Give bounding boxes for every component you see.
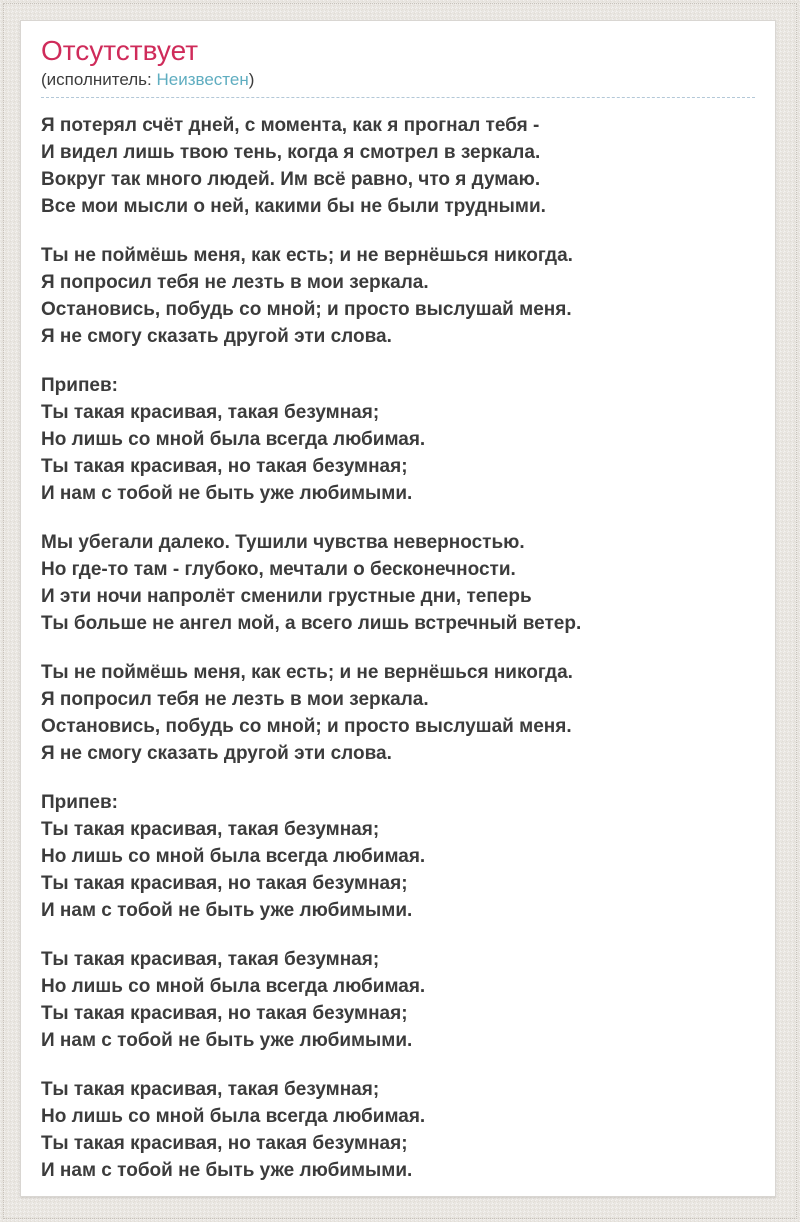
lyrics-line: Ты такая красивая, такая безумная;: [41, 402, 380, 423]
lyrics-line: Остановись, побудь со мной; и просто выслушай меня.: [41, 299, 572, 320]
lyrics-stanza: [41, 659, 755, 767]
lyrics-line: Ты такая красивая, такая безумная;: [41, 949, 380, 970]
lyrics-line: И видел лишь твою тень, когда я смотрел в зеркала.: [41, 142, 541, 163]
lyrics-line: Но лишь со мной была всегда любимая.: [41, 976, 426, 997]
lyrics-line: Ты не поймёшь меня, как есть; и не вернёшься никогда.: [41, 245, 573, 266]
song-title: Отсутствует: [41, 35, 199, 66]
lyrics-line: Ты такая красивая, но такая безумная;: [41, 873, 408, 894]
lyrics-line: Припев:: [41, 792, 118, 813]
lyrics-stanza: [41, 1076, 755, 1184]
artist-line: [41, 69, 755, 90]
lyrics-stanza: [41, 112, 755, 220]
lyrics-line: Ты такая красивая, но такая безумная;: [41, 456, 408, 477]
lyrics-stanza: [41, 372, 755, 507]
lyrics-line: Но лишь со мной была всегда любимая.: [41, 846, 426, 867]
lyrics-line: Но лишь со мной была всегда любимая.: [41, 429, 426, 450]
artist-label: (исполнитель:: [41, 70, 157, 89]
lyrics-line: Вокруг так много людей. Им всё равно, что я думаю.: [41, 169, 541, 190]
lyrics-stanza: [41, 242, 755, 350]
lyrics-line: Ты больше не ангел мой, а всего лишь встречный ветер.: [41, 613, 582, 634]
artist-link[interactable]: Неизвестен: [156, 70, 249, 89]
lyrics-line: И нам с тобой не быть уже любимыми.: [41, 1160, 413, 1181]
lyrics-line: И нам с тобой не быть уже любимыми.: [41, 1030, 413, 1051]
lyrics-stanza: [41, 789, 755, 924]
lyrics-card: [20, 20, 776, 1197]
lyrics-line: Но где-то там - глубоко, мечтали о бесконечности.: [41, 559, 516, 580]
lyrics-text: [41, 112, 755, 1184]
lyrics-line: Мы убегали далеко. Тушили чувства неверностью.: [41, 532, 525, 553]
lyrics-stanza: [41, 529, 755, 637]
song-header: [41, 37, 755, 98]
lyrics-line: Ты не поймёшь меня, как есть; и не вернёшься никогда.: [41, 662, 573, 683]
lyrics-line: И нам с тобой не быть уже любимыми.: [41, 483, 413, 504]
lyrics-line: Все мои мысли о ней, какими бы не были трудными.: [41, 196, 546, 217]
lyrics-line: Я не смогу сказать другой эти слова.: [41, 743, 392, 764]
lyrics-line: Остановись, побудь со мной; и просто выслушай меня.: [41, 716, 572, 737]
lyrics-line: И эти ночи напролёт сменили грустные дни, теперь: [41, 586, 532, 607]
lyrics-line: Я попросил тебя не лезть в мои зеркала.: [41, 272, 429, 293]
lyrics-line: Ты такая красивая, такая безумная;: [41, 1079, 380, 1100]
lyrics-stanza: [41, 946, 755, 1054]
artist-suffix: ): [248, 70, 255, 89]
lyrics-line: Я не смогу сказать другой эти слова.: [41, 326, 392, 347]
lyrics-line: Ты такая красивая, такая безумная;: [41, 819, 380, 840]
lyrics-line: Припев:: [41, 375, 118, 396]
lyrics-line: И нам с тобой не быть уже любимыми.: [41, 900, 413, 921]
lyrics-line: Я попросил тебя не лезть в мои зеркала.: [41, 689, 429, 710]
lyrics-line: Я потерял счёт дней, с момента, как я прогнал тебя -: [41, 115, 540, 136]
lyrics-line: Ты такая красивая, но такая безумная;: [41, 1133, 408, 1154]
lyrics-line: Ты такая красивая, но такая безумная;: [41, 1003, 408, 1024]
lyrics-line: Но лишь со мной была всегда любимая.: [41, 1106, 426, 1127]
